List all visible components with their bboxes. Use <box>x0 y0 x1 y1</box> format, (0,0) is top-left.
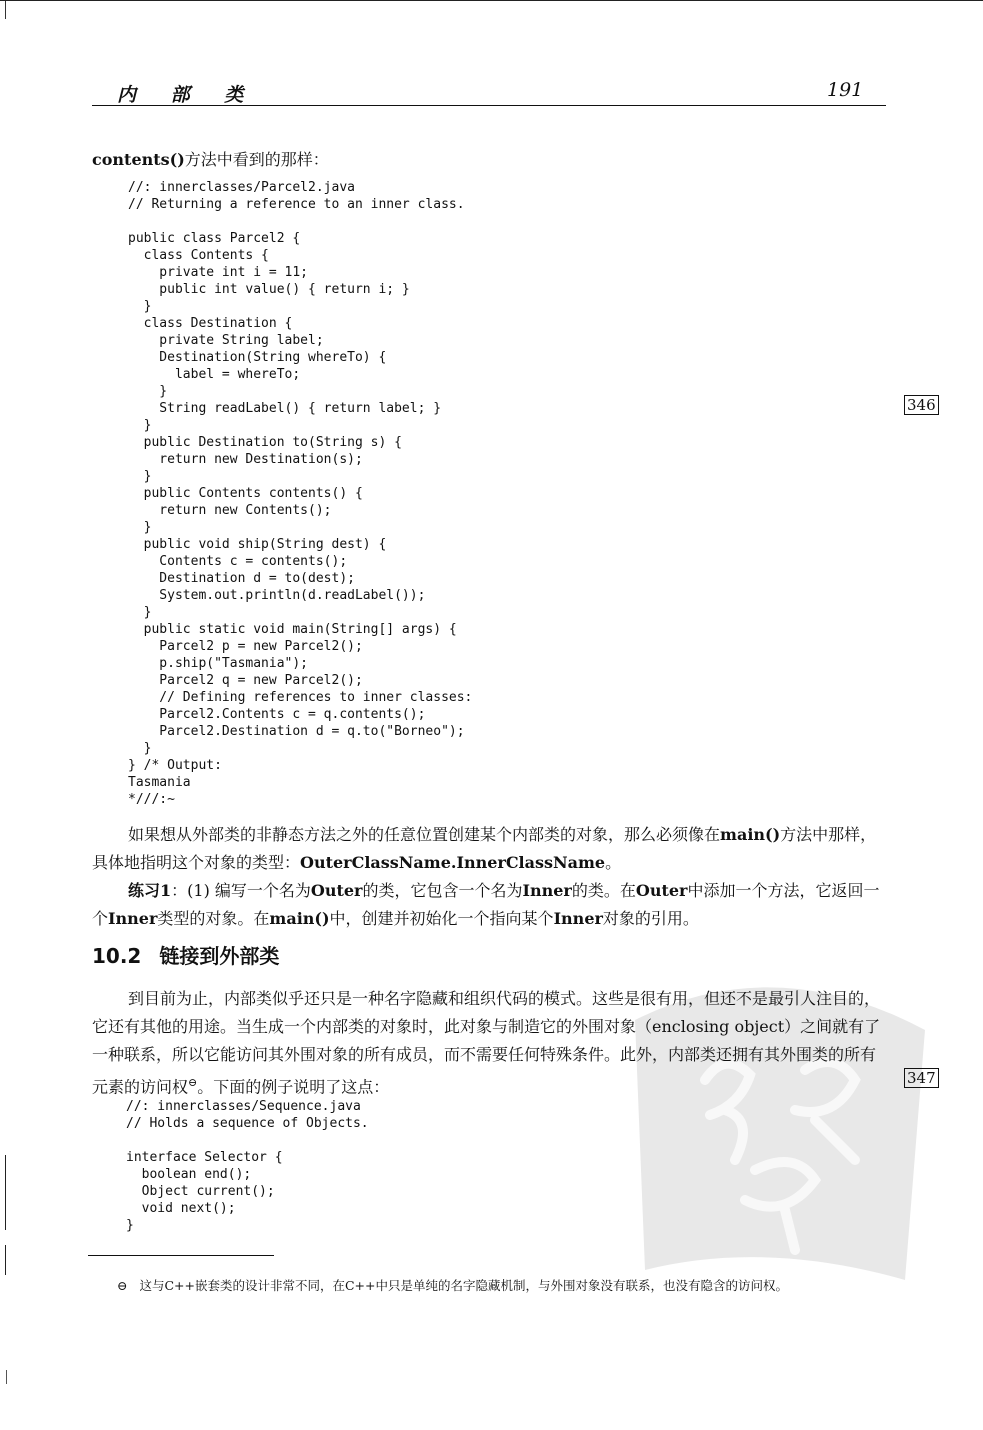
p1-text-1: 如果想从外部类的非静态方法之外的任意位置创建某个内部类的对象，那么必须像在 <box>128 825 721 844</box>
section-number: 10.2 <box>92 944 142 968</box>
exercise-keyword: Inner <box>522 881 572 900</box>
code-line: public void ship(String dest) { <box>128 537 387 552</box>
header-rule <box>92 105 886 106</box>
intro-code-word: contents() <box>92 150 185 169</box>
code-line: } <box>128 741 152 756</box>
margin-page-marker-347: 347 <box>904 1068 939 1088</box>
p1-text-3: 。 <box>605 853 622 872</box>
code-listing-parcel2 <box>128 179 472 808</box>
code-line: // Holds a sequence of Objects. <box>126 1116 369 1131</box>
code-line: interface Selector { <box>126 1150 283 1165</box>
exercise-keyword: Outer <box>310 881 363 900</box>
section-heading <box>92 940 279 969</box>
code-line: return new Contents(); <box>128 503 332 518</box>
p3-tail: 。下面的例子说明了这点： <box>197 1077 390 1097</box>
code-line: System.out.println(d.readLabel()); <box>128 588 426 603</box>
code-line: private int i = 11; <box>128 265 309 280</box>
code-line: Parcel2 p = new Parcel2(); <box>128 639 363 654</box>
code-line: class Destination { <box>128 316 293 331</box>
code-line: public Contents contents() { <box>128 486 363 501</box>
exercise-text: 对象的引用。 <box>602 909 699 928</box>
p1-main-word: main() <box>720 825 781 844</box>
p3-text: 到目前为止，内部类似乎还只是一种名字隐藏和组织代码的模式。这些是很有用，但还不是最引人注目的，它还有其他的用途。当生成一个内部类的对象时，此对象与制造它的外围对象（enclosing object）之间就有了一种联系，所以它能访问其外围对象的所有成员，而不需要任何特殊条件。此外，内部类还拥有其外围类的所有元素的访问权 <box>92 989 881 1097</box>
scan-edge-mark <box>6 1370 7 1384</box>
crop-mark <box>5 1 6 19</box>
footnote-text: 这与C++嵌套类的设计非常不同，在C++中只是单纯的名字隐藏机制，与外围对象没有联系，也没有隐含的访问权。 <box>139 1278 789 1293</box>
p1-text-2: 方法中那样，具体地指明这个对象的类型： <box>92 825 877 872</box>
footnote-rule <box>88 1255 274 1256</box>
exercise-text: ：(1) 编写一个名为 <box>171 881 311 900</box>
code-line: label = whereTo; <box>128 367 301 382</box>
exercise-keyword: Inner <box>108 909 158 928</box>
exercise-keyword: main() <box>269 909 330 928</box>
code-line: void next(); <box>126 1201 236 1216</box>
code-line: public class Parcel2 { <box>128 231 301 246</box>
footnote-symbol: ⊖ <box>117 1278 128 1293</box>
exercise-keyword: Outer <box>635 881 688 900</box>
exercise-text: 中添加一个方法，它返回一个 <box>92 881 880 928</box>
exercise-text: 类型的对象。在 <box>157 909 270 928</box>
code-line: // Returning a reference to an inner class. <box>128 197 465 212</box>
intro-text: 方法中看到的那样： <box>184 150 329 169</box>
code-line: p.ship("Tasmania"); <box>128 656 309 671</box>
page-top-border <box>0 0 983 5</box>
scan-edge-mark <box>5 1155 6 1230</box>
code-line: } <box>128 520 152 535</box>
exercise-text: 中，创建并初始化一个指向某个 <box>329 909 554 928</box>
code-line: boolean end(); <box>126 1167 252 1182</box>
page-number: 191 <box>827 79 864 101</box>
code-line: Parcel2.Contents c = q.contents(); <box>128 707 426 722</box>
code-line: } <box>128 299 152 314</box>
exercise-paragraph <box>92 877 886 933</box>
margin-page-marker-346: 346 <box>904 395 939 415</box>
code-line: public int value() { return i; } <box>128 282 410 297</box>
paragraph-linking-outer-class <box>92 985 886 1101</box>
code-line: Destination d = to(dest); <box>128 571 355 586</box>
exercise-label: 练习1 <box>128 881 172 900</box>
code-line: class Contents { <box>128 248 269 263</box>
code-line: // Defining references to inner classes: <box>128 690 473 705</box>
code-line: String readLabel() { return label; } <box>128 401 442 416</box>
code-line: Destination(String whereTo) { <box>128 350 387 365</box>
code-line: Parcel2 q = new Parcel2(); <box>128 673 363 688</box>
code-line: Tasmania <box>128 775 191 790</box>
chapter-title: 内 部 类 <box>117 84 258 106</box>
code-line: } <box>128 605 152 620</box>
exercise-keyword: Inner <box>553 909 603 928</box>
footnote <box>117 1276 788 1294</box>
exercise-text: 的类，它包含一个名为 <box>362 881 523 900</box>
code-line: Object current(); <box>126 1184 275 1199</box>
code-line: } /* Output: <box>128 758 222 773</box>
intro-line <box>92 147 329 170</box>
code-line: } <box>128 384 168 399</box>
code-line: public Destination to(String s) { <box>128 435 402 450</box>
code-line: return new Destination(s); <box>128 452 363 467</box>
p1-type-name: OuterClassName.InnerClassName <box>300 853 606 872</box>
exercise-text: 的类。在 <box>571 881 636 900</box>
scan-edge-mark <box>5 1245 6 1275</box>
code-line: public static void main(String[] args) { <box>128 622 457 637</box>
code-line: //: innerclasses/Sequence.java <box>126 1099 361 1114</box>
code-line: Parcel2.Destination d = q.to("Borneo"); <box>128 724 465 739</box>
footnote-ref: ⊖ <box>188 1076 198 1089</box>
code-line: } <box>128 418 152 433</box>
code-listing-sequence <box>126 1098 369 1234</box>
code-line: //: innerclasses/Parcel2.java <box>128 180 355 195</box>
code-line: } <box>128 469 152 484</box>
code-line: Contents c = contents(); <box>128 554 348 569</box>
section-title: 链接到外部类 <box>159 944 280 968</box>
code-line: } <box>126 1218 134 1233</box>
code-line: private String label; <box>128 333 324 348</box>
code-line: *///:~ <box>128 792 175 807</box>
paragraph-outer-class-name <box>92 821 886 877</box>
